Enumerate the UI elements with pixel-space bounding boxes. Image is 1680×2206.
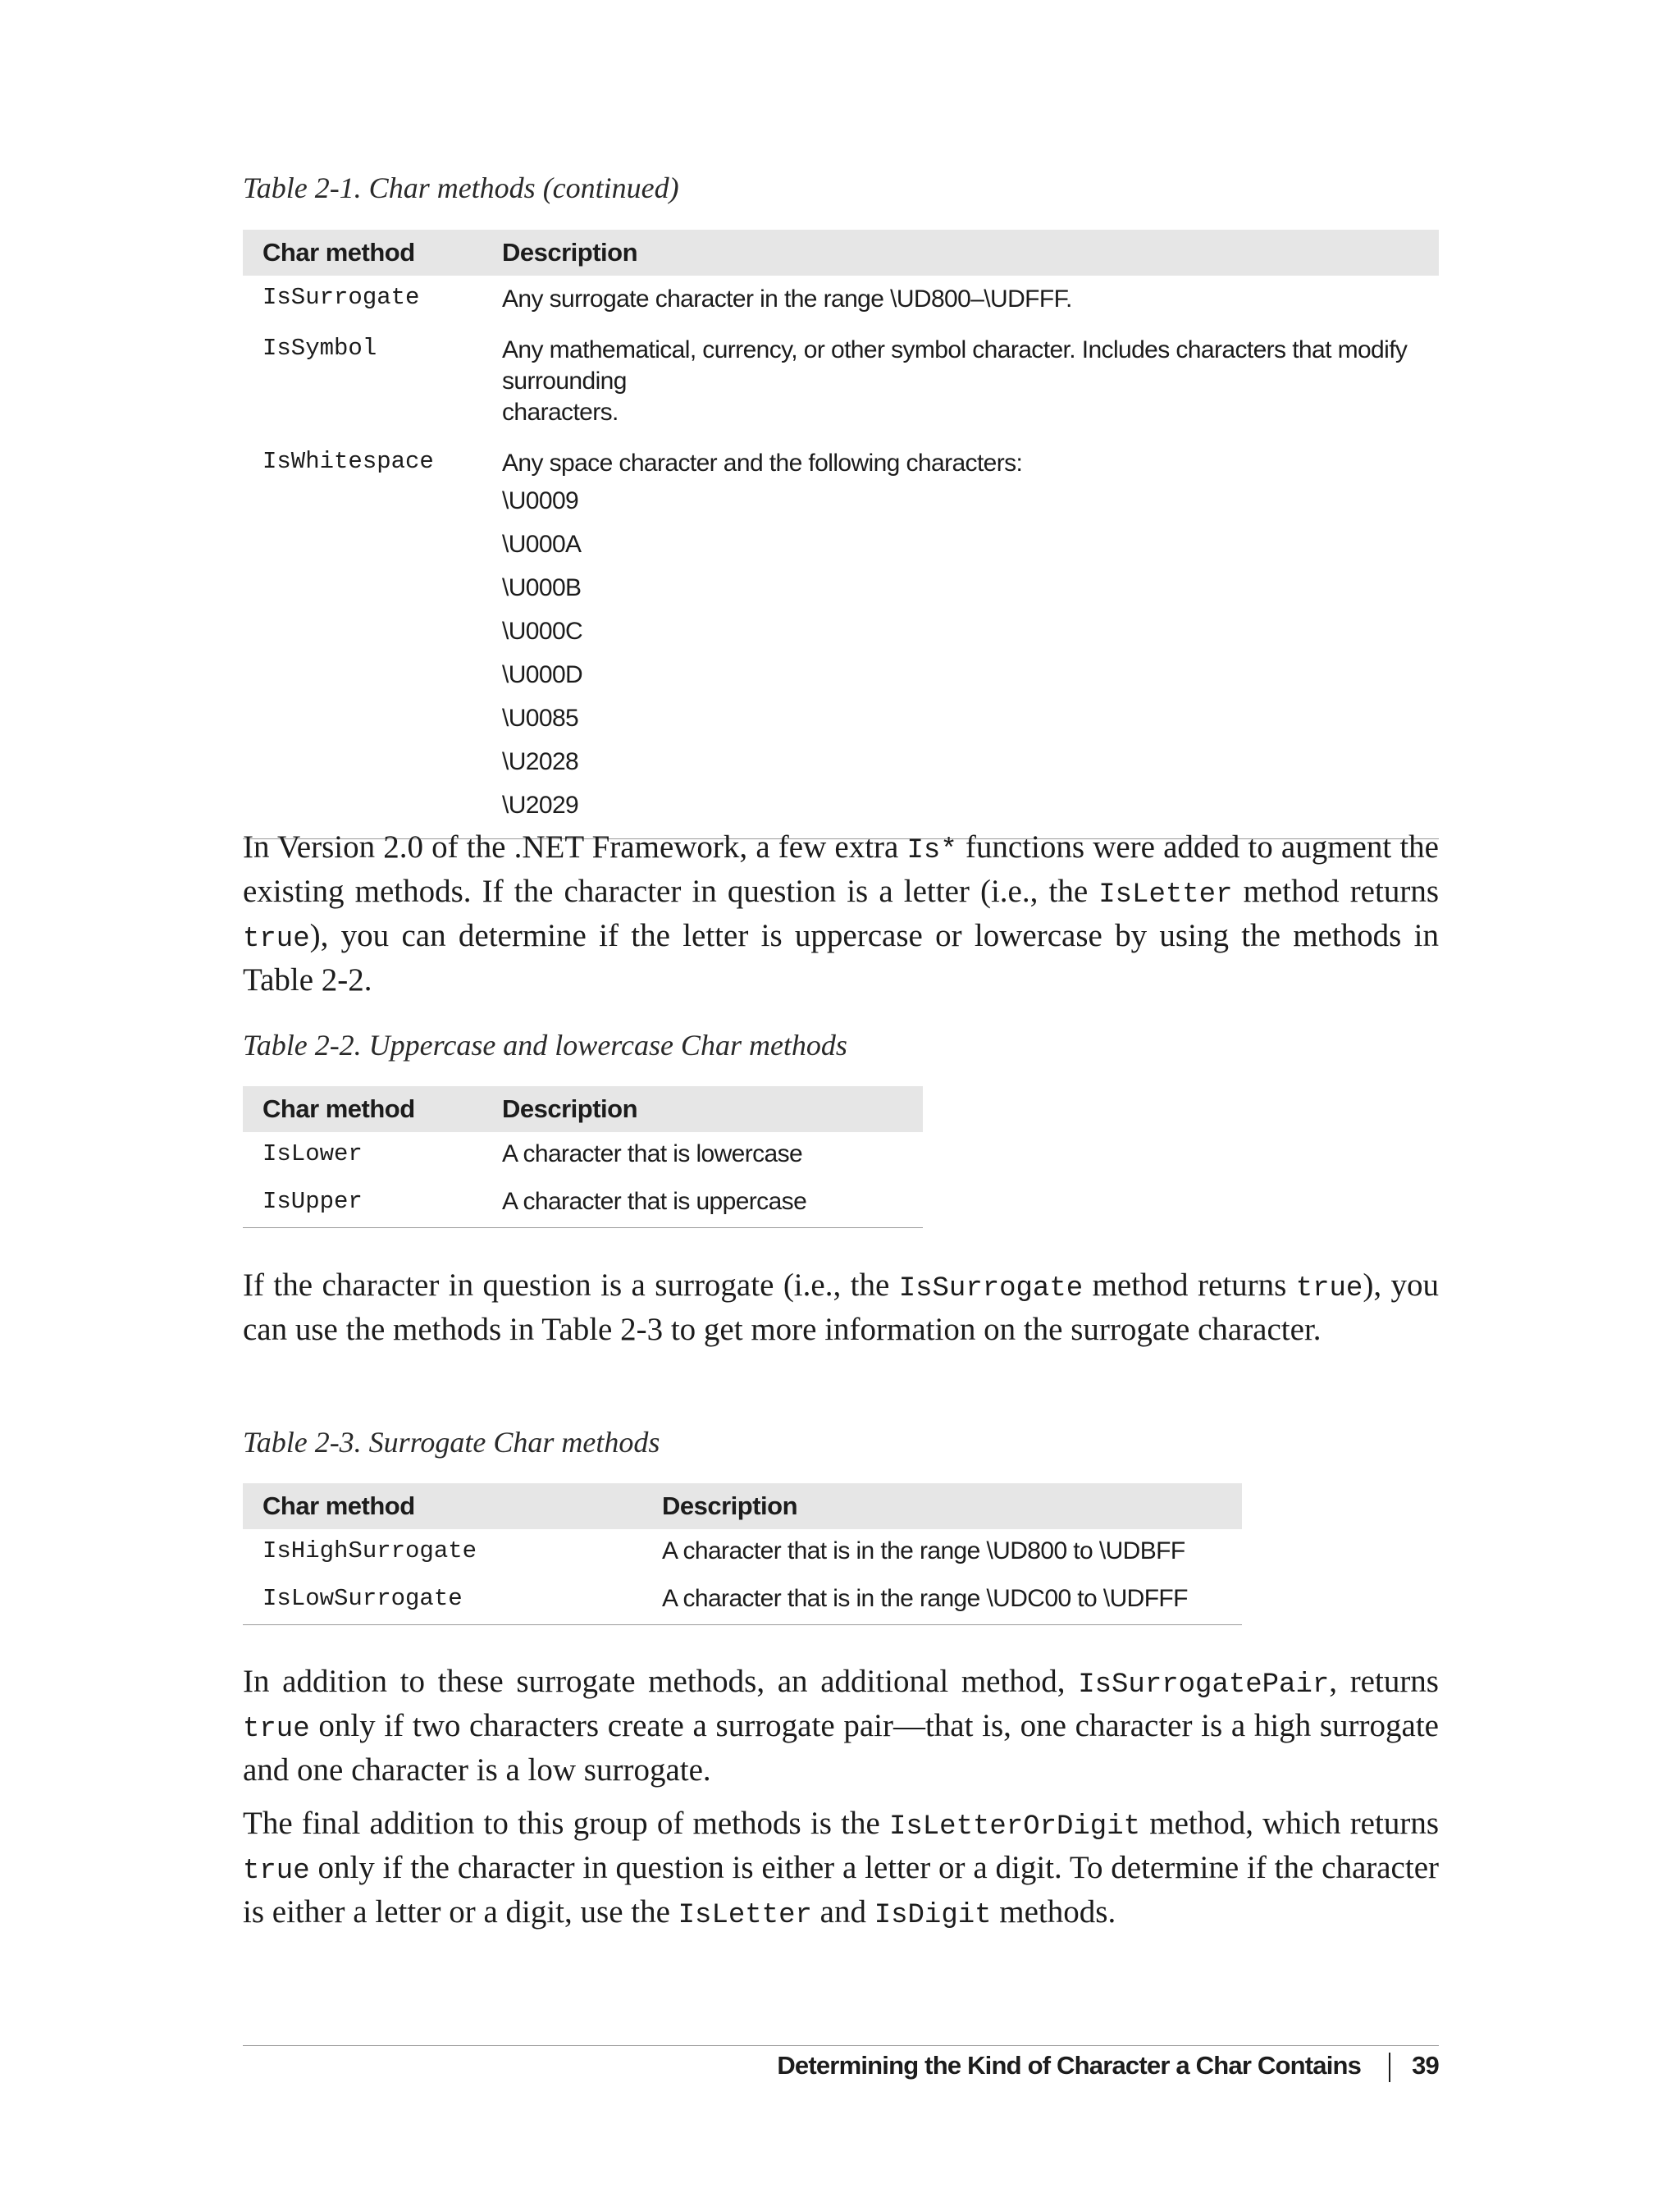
method-cell: IsLowSurrogate [243, 1577, 642, 1625]
method-cell: IsUpper [243, 1180, 482, 1228]
table3-header-row [243, 1483, 1242, 1529]
table1-header-row [243, 230, 1439, 276]
page-footer [777, 2051, 1439, 2082]
whitespace-char: \U2028 [502, 748, 579, 775]
description-line: Any surrogate character in the range \UD800–\UDFFF. [502, 285, 1072, 313]
text: In addition to these surrogate methods, an additional method, [243, 1664, 1079, 1699]
code-inline: true [243, 1714, 310, 1745]
table3-header-method: Char method [262, 1491, 415, 1520]
description-cell [482, 327, 1439, 440]
table1 [243, 230, 1439, 839]
description-cell [482, 440, 1439, 839]
table3-caption: Table 2-3. Surrogate Char methods [243, 1426, 660, 1459]
table2-header-method: Char method [262, 1094, 415, 1123]
code-inline: IsSurrogatePair [1078, 1669, 1330, 1701]
whitespace-char: \U2029 [502, 792, 579, 819]
whitespace-char: \U000C [502, 618, 583, 645]
table3-header-description: Description [662, 1491, 798, 1520]
whitespace-char: \U000B [502, 574, 582, 601]
paragraph-1 [243, 827, 1439, 1001]
code-inline: Is* [906, 835, 957, 866]
description-line: Any space character and the following characters: [502, 450, 1023, 477]
code-inline: true [243, 924, 310, 955]
table2-header-description: Description [502, 1094, 638, 1123]
table1-caption: Table 2-1. Char methods (continued) [243, 171, 679, 204]
text: method returns [1232, 874, 1439, 909]
whitespace-char: \U0009 [502, 487, 579, 514]
description-line: Any mathematical, currency, or other symbol character. Includes characters that modify surrounding [502, 336, 1408, 395]
description-cell [482, 276, 1439, 327]
method-cell: IsSurrogate [262, 284, 420, 311]
table-row [243, 276, 1439, 327]
description-line: characters. [502, 399, 619, 426]
text: only if the character in question is either a letter or a digit. To determine if the character is either a letter or a digit, use the [243, 1850, 1439, 1930]
paragraph-3 [243, 1661, 1439, 1791]
text: The final addition to this group of methods is the [243, 1806, 889, 1841]
method-cell: IsLower [262, 1140, 363, 1167]
code-inline: IsLetter [1098, 879, 1233, 911]
description-cell: A character that is lowercase [502, 1140, 803, 1167]
text: and [811, 1894, 874, 1930]
code-inline: IsDigit [874, 1900, 992, 1931]
text: methods. [991, 1894, 1116, 1930]
table1-header-description: Description [502, 238, 638, 267]
method-cell: IsSymbol [262, 335, 377, 362]
running-footer-title: Determining the Kind of Character a Char Contains [777, 2051, 1362, 2080]
table1-header-method: Char method [262, 238, 415, 267]
whitespace-char: \U0085 [502, 705, 579, 732]
whitespace-char: \U000D [502, 661, 583, 688]
code-inline: true [1295, 1273, 1363, 1304]
code-inline: IsLetter [678, 1900, 812, 1931]
text: , returns [1329, 1664, 1439, 1699]
description-cell: A character that is uppercase [482, 1180, 923, 1228]
method-cell: IsWhitespace [243, 440, 482, 839]
text: ), you can determine if the letter is uppercase or lowercase by using the methods in Table 2-2. [243, 918, 1439, 998]
footer-separator [1389, 2053, 1390, 2082]
table-row [243, 1132, 923, 1180]
table3 [243, 1483, 1242, 1625]
code-inline: IsLetterOrDigit [888, 1811, 1141, 1843]
code-inline: true [243, 1856, 310, 1887]
text: method returns [1083, 1267, 1296, 1303]
table-row [243, 327, 1439, 440]
code-inline: IsSurrogate [898, 1273, 1084, 1304]
table-row [243, 1180, 923, 1228]
table-row [243, 1529, 1242, 1577]
text: method, which returns [1140, 1806, 1439, 1841]
paragraph-4 [243, 1803, 1439, 1936]
page-number: 39 [1412, 2051, 1439, 2080]
text: only if two characters create a surrogate pair—that is, one character is a high surrogate and one character is a low surrogate. [243, 1708, 1439, 1788]
method-cell: IsHighSurrogate [262, 1537, 477, 1564]
footer-rule [243, 2045, 1439, 2046]
text: If the character in question is a surrogate (i.e., the [243, 1267, 899, 1303]
table-row [243, 1577, 1242, 1625]
table2-caption: Table 2-2. Uppercase and lowercase Char methods [243, 1029, 847, 1062]
table2 [243, 1086, 923, 1228]
description-cell: A character that is in the range \UD800 to \UDBFF [662, 1537, 1185, 1564]
text: functions were added to augment the existing methods. If the character in question is a letter (i.e., the [243, 829, 1439, 909]
text: ), you can use the methods in Table 2-3 to get more information on the surrogate character. [243, 1267, 1439, 1347]
paragraph-2 [243, 1265, 1439, 1350]
whitespace-char: \U000A [502, 531, 582, 558]
table-row [243, 440, 1439, 839]
table2-header-row [243, 1086, 923, 1132]
text: In Version 2.0 of the .NET Framework, a few extra [243, 829, 907, 865]
description-cell: A character that is in the range \UDC00 to \UDFFF [642, 1577, 1242, 1625]
